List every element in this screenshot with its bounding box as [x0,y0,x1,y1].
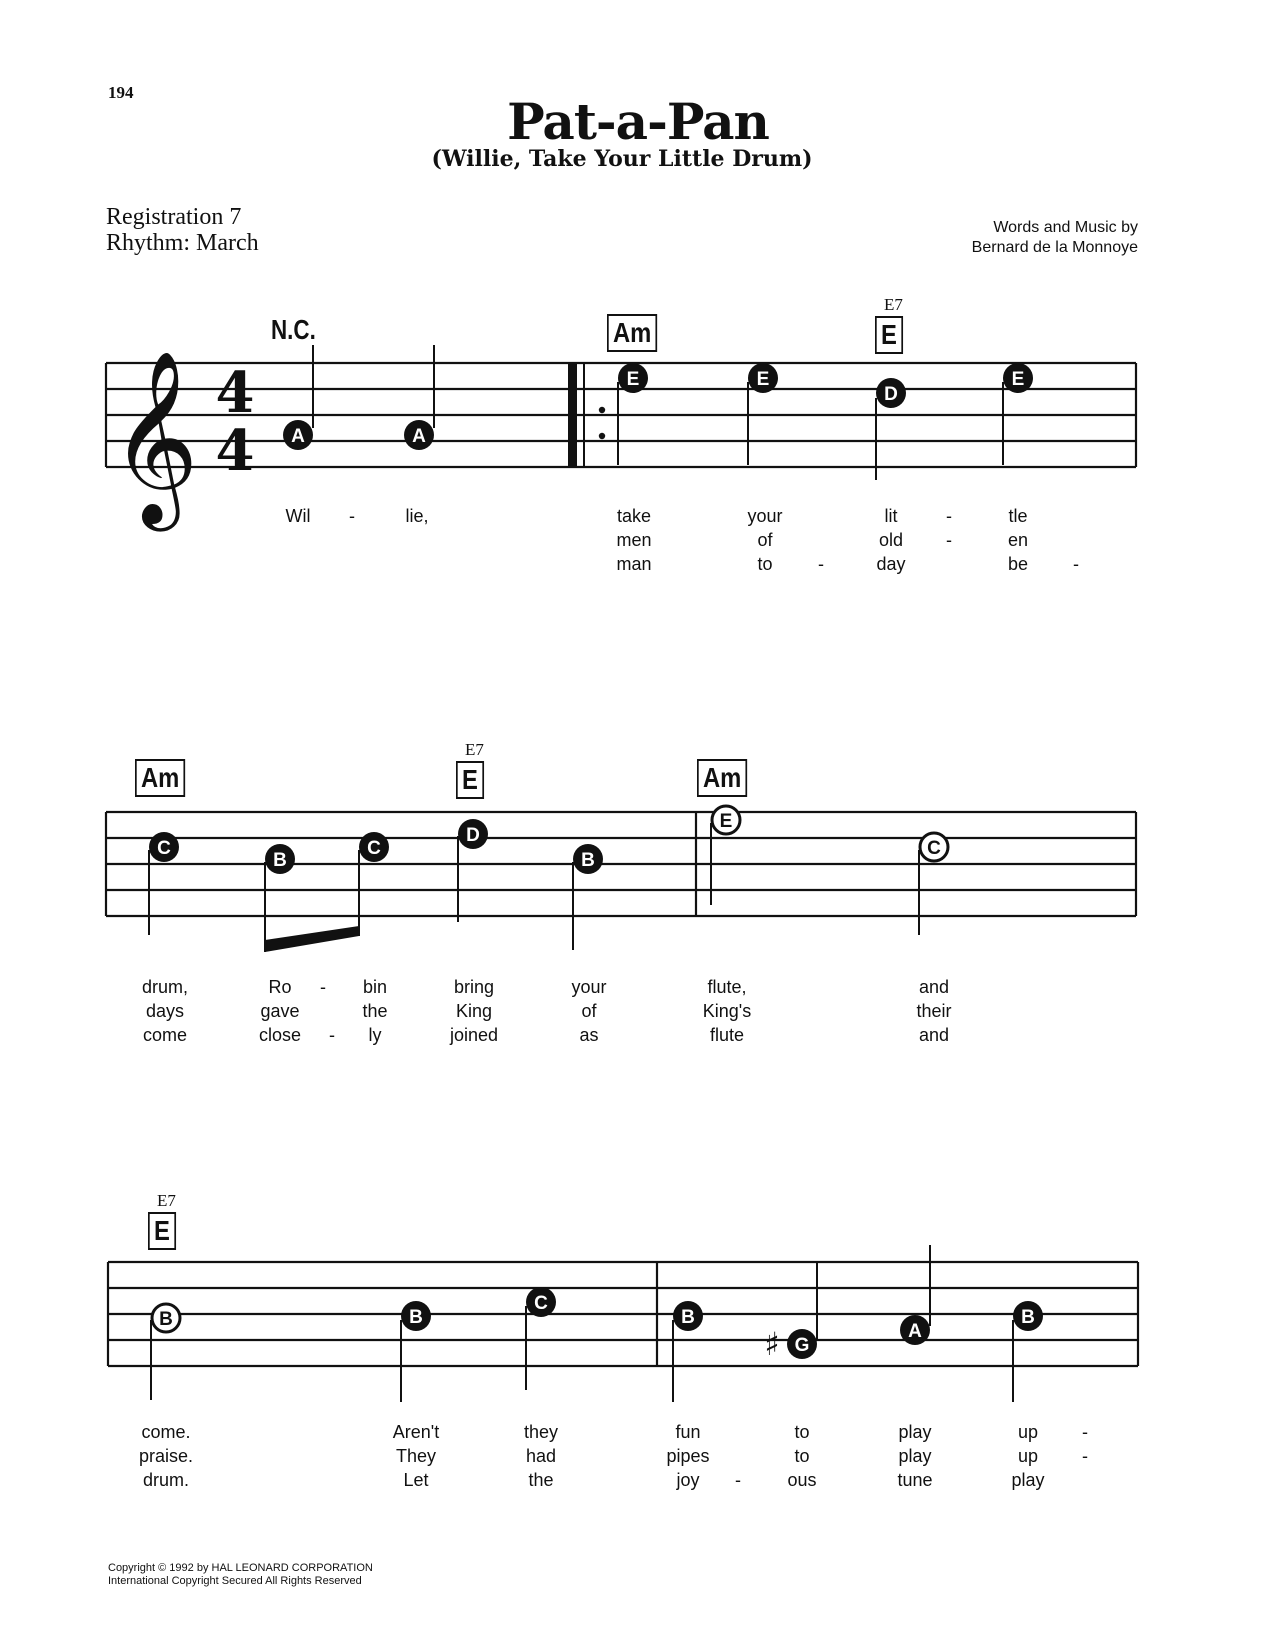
lyric: up [1017,1446,1039,1466]
lyric: lie, [405,506,429,526]
chord-e7-box: E [875,316,903,354]
lyric: and [918,977,950,997]
copyright-notice [108,1562,373,1588]
lyric: their [916,1001,952,1021]
treble-clef: 𝄞 [110,350,199,524]
lyric: King's [702,1001,752,1021]
chord-e7-label: E7 [884,295,903,314]
lyric: up [1017,1422,1039,1442]
lyric: drum. [142,1470,189,1490]
chord-am: Am [697,759,747,797]
beam [265,926,359,952]
note [458,819,488,922]
credit-line-1: Words and Music by [993,219,1138,236]
staff-system-2 [106,812,1136,916]
lyric: lit [884,506,898,526]
lyric: your [571,977,607,997]
lyric: drum, [141,977,188,997]
lyric: as [579,1025,599,1045]
lyric: come [142,1025,187,1045]
lyric: King [455,1001,493,1021]
lyric: to [757,554,773,574]
lyric: the [362,1001,388,1021]
lyric: joy [676,1470,700,1490]
note [673,1301,703,1402]
svg-text:B: B [159,1309,173,1330]
sharp-accidental: ♯ [764,1325,780,1363]
lyric-hyphen: - [329,1025,335,1045]
note [900,1245,930,1345]
lyric-hyphen: - [946,506,952,526]
lyric: They [395,1446,437,1466]
svg-text:B: B [681,1307,695,1328]
time-sig-top: 4 [215,360,255,426]
song-title: Pat-a-Pan [507,92,769,151]
lyric: the [528,1470,554,1490]
notes-system-3 [151,1245,1043,1402]
note [787,1262,817,1359]
lyric: joined [449,1025,499,1045]
svg-text:E: E [719,811,733,832]
lyric: to [794,1446,810,1466]
lyric: had [525,1446,557,1466]
lyric: Ro [268,977,292,997]
lyric: to [794,1422,810,1442]
svg-text:B: B [581,850,595,871]
note [401,1301,431,1402]
lyric-hyphen: - [818,554,824,574]
svg-text:B: B [273,850,287,871]
lyric-hyphen: - [320,977,326,997]
lyric: your [747,506,783,526]
note [876,378,906,480]
svg-text:B: B [409,1307,423,1328]
registration: Registration 7 [106,204,242,230]
chord-e7-box: E [456,761,484,799]
lyric: tle [1008,506,1028,526]
svg-text:E: E [1011,369,1025,390]
chord-am: Am [607,314,657,352]
lyric: be [1007,554,1029,574]
rhythm: Rhythm: March [106,230,259,256]
notes-system-1 [283,345,1033,480]
svg-text:D: D [466,825,480,846]
note-half [919,833,948,935]
lyric: come. [141,1422,191,1442]
staff-system-3 [108,1262,1138,1366]
lyric: play [898,1446,932,1466]
lyric: old [878,530,904,550]
note [526,1287,556,1390]
notes-system-2 [149,806,948,952]
lyric-hyphen: - [946,530,952,550]
lyric: man [616,554,652,574]
lyric: fun [675,1422,701,1442]
chord-am: Am [135,759,185,797]
credit-line-2: Bernard de la Monnoye [971,239,1138,256]
lyric-hyphen: - [1082,1422,1088,1442]
lyric: pipes [666,1446,710,1466]
note [283,345,313,450]
svg-text:E: E [756,369,770,390]
svg-text:C: C [927,838,941,859]
svg-text:B: B [1021,1307,1035,1328]
lyric: and [918,1025,950,1045]
lyric: play [1011,1470,1045,1490]
lyric: Let [403,1470,429,1490]
copyright-line-1: Copyright © 1992 by HAL LEONARD CORPORATION [108,1562,373,1574]
lyric: bin [362,977,388,997]
note [1013,1301,1043,1402]
lyric: take [616,506,652,526]
lyric: praise. [138,1446,194,1466]
time-sig-bottom: 4 [215,418,255,484]
lyric: they [523,1422,559,1442]
note [404,345,434,450]
lyric: close [258,1025,302,1045]
lyric: tune [897,1470,933,1490]
note [149,832,179,935]
copyright-line-2: International Copyright Secured All Rights Reserved [108,1575,362,1587]
svg-text:C: C [367,838,381,859]
note [359,832,389,936]
page-number: 194 [108,83,134,102]
svg-text:E: E [626,369,640,390]
chord-e7-label: E7 [465,740,484,759]
lyric: ly [368,1025,382,1045]
lyric: ous [787,1470,817,1490]
lyric: play [898,1422,932,1442]
svg-text:G: G [794,1335,810,1356]
svg-text:A: A [291,426,305,447]
lyric: day [876,554,906,574]
lyric: of [757,530,773,550]
lyric: Wil [285,506,311,526]
note [573,844,603,950]
lyric: gave [260,1001,300,1021]
lyric: en [1007,530,1029,550]
lyric-hyphen: - [1073,554,1079,574]
svg-text:A: A [908,1321,922,1342]
lyric: flute, [707,977,747,997]
lyric: of [581,1001,597,1021]
lyric-hyphen: - [735,1470,741,1490]
lyric: men [616,530,652,550]
lyric: bring [453,977,495,997]
svg-text:C: C [157,838,171,859]
lyric: days [145,1001,185,1021]
chord-e7-box: E [148,1212,176,1250]
chord-e7-label: E7 [157,1191,176,1210]
lyric-hyphen: - [349,506,355,526]
song-subtitle: (Willie, Take Your Little Drum) [431,146,813,172]
chord-nc: N.C. [271,314,316,345]
lyric: Aren't [392,1422,440,1442]
note-half [151,1304,180,1400]
svg-text:A: A [412,426,426,447]
lyric: flute [709,1025,745,1045]
note [265,844,295,952]
svg-text:C: C [534,1293,548,1314]
svg-text:D: D [884,384,898,405]
lyric-hyphen: - [1082,1446,1088,1466]
